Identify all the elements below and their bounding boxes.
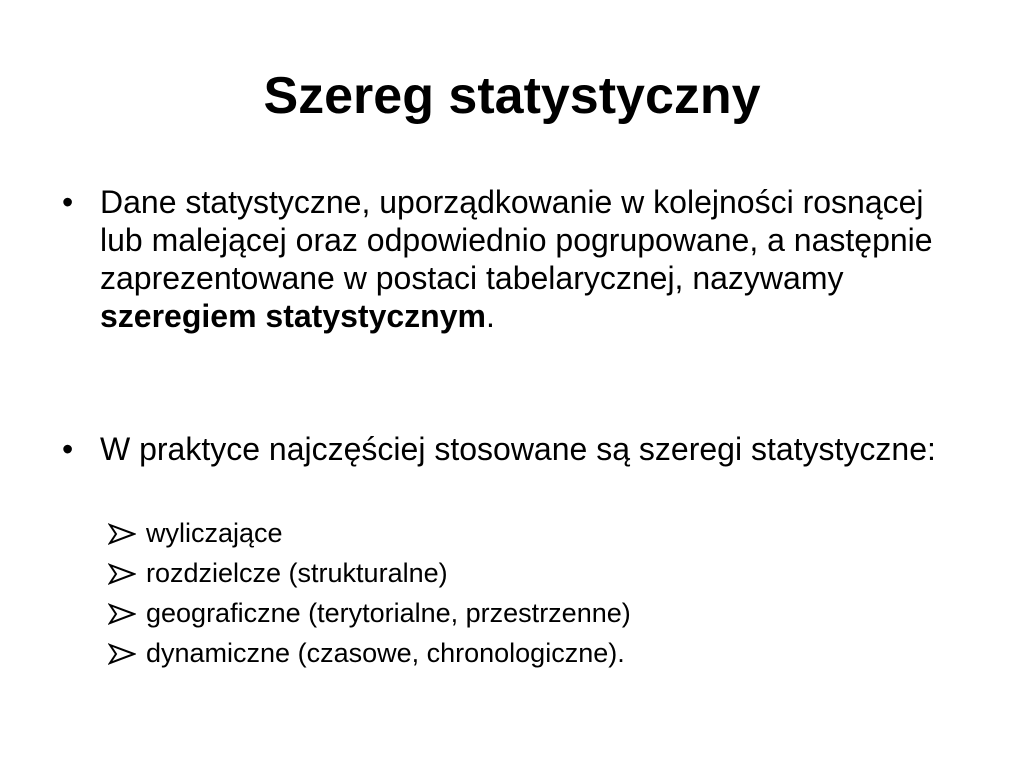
bullet-text-end: . (485, 298, 495, 334)
list-item (108, 513, 988, 553)
sub-item-text: dynamiczne (czasowe, chronologiczne). (146, 638, 625, 668)
slide-title: Szereg statystyczny (263, 67, 761, 125)
arrowhead-bullet-icon (108, 643, 136, 665)
bullet-symbol: • (62, 184, 74, 220)
sub-item-text: wyliczające (146, 518, 283, 548)
arrowhead-bullet-icon (108, 523, 136, 545)
bullet-item-types (62, 430, 942, 468)
sub-item-text: geograficzne (terytorialne, przestrzenne) (146, 598, 631, 628)
sub-bullet-list (108, 513, 988, 673)
list-item (108, 553, 988, 593)
bullet-symbol: • (62, 431, 74, 467)
list-item (108, 633, 988, 673)
bullet-text-plain: Dane statystyczne, uporządkowanie w kolejności rosnącej lub malejącej oraz odpowiednio pogrupowane, a następnie zaprezentowane w postaci tabelarycznej, nazywamy (100, 184, 933, 296)
bullet-text (100, 183, 942, 335)
sub-item-text: rozdzielcze (strukturalne) (146, 558, 448, 588)
list-item (108, 593, 988, 633)
bullet-item-definition (62, 183, 942, 335)
arrowhead-bullet-icon (108, 563, 136, 585)
bullet-text: W praktyce najczęściej stosowane są szeregi statystyczne: (100, 431, 936, 467)
bullet-text-bold: szeregiem statystycznym (100, 298, 486, 334)
arrowhead-bullet-icon (108, 603, 136, 625)
